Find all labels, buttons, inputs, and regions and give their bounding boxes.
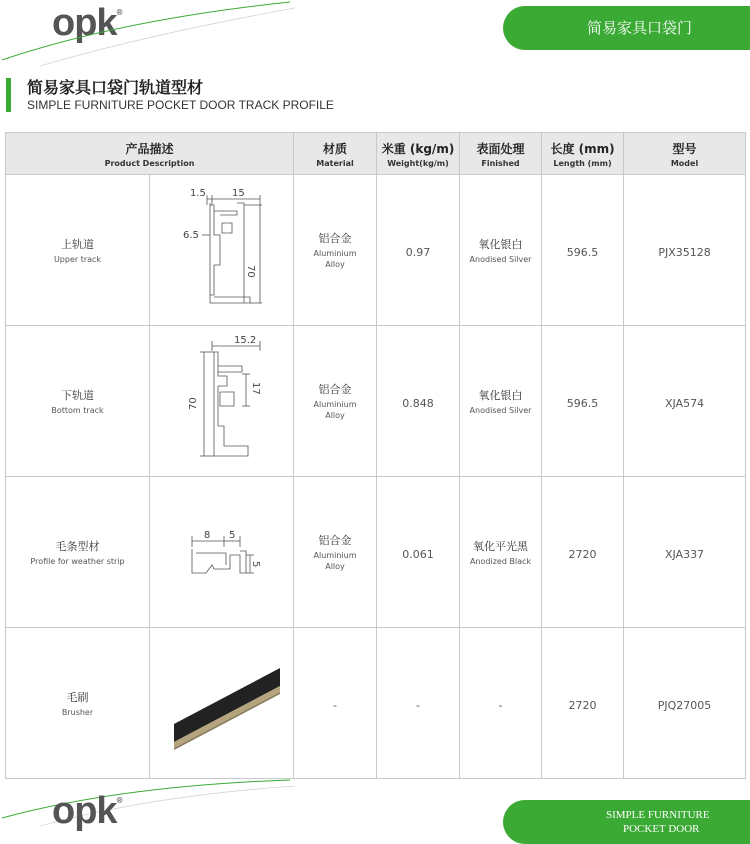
footer-pill: SIMPLE FURNITURE POCKET DOOR bbox=[503, 800, 750, 844]
material: 铝合金 Aluminium Alloy bbox=[294, 326, 377, 477]
spec-table bbox=[5, 132, 746, 779]
title-accent-bar bbox=[6, 78, 11, 112]
weight: 0.061 bbox=[377, 477, 460, 628]
profile-drawing-strip bbox=[150, 477, 294, 628]
weight: - bbox=[377, 628, 460, 779]
header-length: 长度 (mm) Length (mm) bbox=[542, 133, 624, 175]
upper-track-drawing-icon bbox=[152, 175, 292, 325]
material: 铝合金 Aluminium Alloy bbox=[294, 477, 377, 628]
product-name: 上轨道 Upper track bbox=[6, 175, 150, 326]
header-model: 型号 Model bbox=[624, 133, 746, 175]
dim-3: 5 bbox=[249, 561, 261, 568]
length: 2720 bbox=[542, 628, 624, 779]
model: XJA337 bbox=[624, 477, 746, 628]
brand-logo-bottom: opk® bbox=[52, 790, 122, 832]
finish: 氧化银白 Anodised Silver bbox=[460, 326, 542, 477]
dim-4: 70 bbox=[244, 265, 256, 278]
header-weight: 米重 (kg/m) Weight(kg/m) bbox=[377, 133, 460, 175]
material: - bbox=[294, 628, 377, 779]
length: 2720 bbox=[542, 477, 624, 628]
header-pill: 简易家具口袋门 bbox=[503, 6, 750, 50]
dim-1: 15.2 bbox=[233, 335, 256, 346]
brand-logo: opk® bbox=[52, 2, 122, 44]
header-product: 产品描述 Product Description bbox=[6, 133, 294, 175]
model: PJQ27005 bbox=[624, 628, 746, 779]
swoosh-decoration-icon bbox=[0, 0, 300, 70]
header-finish: 表面处理 Finished bbox=[460, 133, 542, 175]
swoosh-decoration-bottom-icon bbox=[0, 778, 300, 844]
table-row bbox=[6, 628, 746, 779]
product-name: 毛条型材 Profile for weather strip bbox=[6, 477, 150, 628]
product-name: 毛刷 Brusher bbox=[6, 628, 150, 779]
model: XJA574 bbox=[624, 326, 746, 477]
profile-drawing-bottom bbox=[150, 326, 294, 477]
profile-drawing-upper bbox=[150, 175, 294, 326]
weight: 0.97 bbox=[377, 175, 460, 326]
dim-3: 6.5 bbox=[182, 230, 199, 241]
table-row bbox=[6, 477, 746, 628]
dim-2: 17 bbox=[249, 382, 261, 395]
finish: 氧化银白 Anodised Silver bbox=[460, 175, 542, 326]
weather-strip-drawing-icon bbox=[152, 477, 292, 627]
brush-photo bbox=[150, 628, 294, 779]
page-subtitle: SIMPLE FURNITURE POCKET DOOR TRACK PROFILE bbox=[27, 98, 334, 112]
table-row bbox=[6, 175, 746, 326]
dim-2: 5 bbox=[228, 530, 235, 541]
page-title: 简易家具口袋门轨道型材 bbox=[27, 78, 204, 97]
table-header-row bbox=[6, 133, 746, 175]
dim-1: 1.5 bbox=[189, 188, 206, 199]
model: PJX35128 bbox=[624, 175, 746, 326]
length: 596.5 bbox=[542, 175, 624, 326]
material: 铝合金 Aluminium Alloy bbox=[294, 175, 377, 326]
finish: 氧化平光黑 Anodized Black bbox=[460, 477, 542, 628]
dim-3: 70 bbox=[187, 397, 199, 410]
bottom-track-drawing-icon bbox=[152, 326, 292, 476]
dim-1: 8 bbox=[203, 530, 210, 541]
header-material: 材质 Material bbox=[294, 133, 377, 175]
brush-strip-icon bbox=[152, 628, 292, 778]
product-name: 下轨道 Bottom track bbox=[6, 326, 150, 477]
finish: - bbox=[460, 628, 542, 779]
length: 596.5 bbox=[542, 326, 624, 477]
table-row bbox=[6, 326, 746, 477]
dim-2: 15 bbox=[231, 188, 245, 199]
weight: 0.848 bbox=[377, 326, 460, 477]
